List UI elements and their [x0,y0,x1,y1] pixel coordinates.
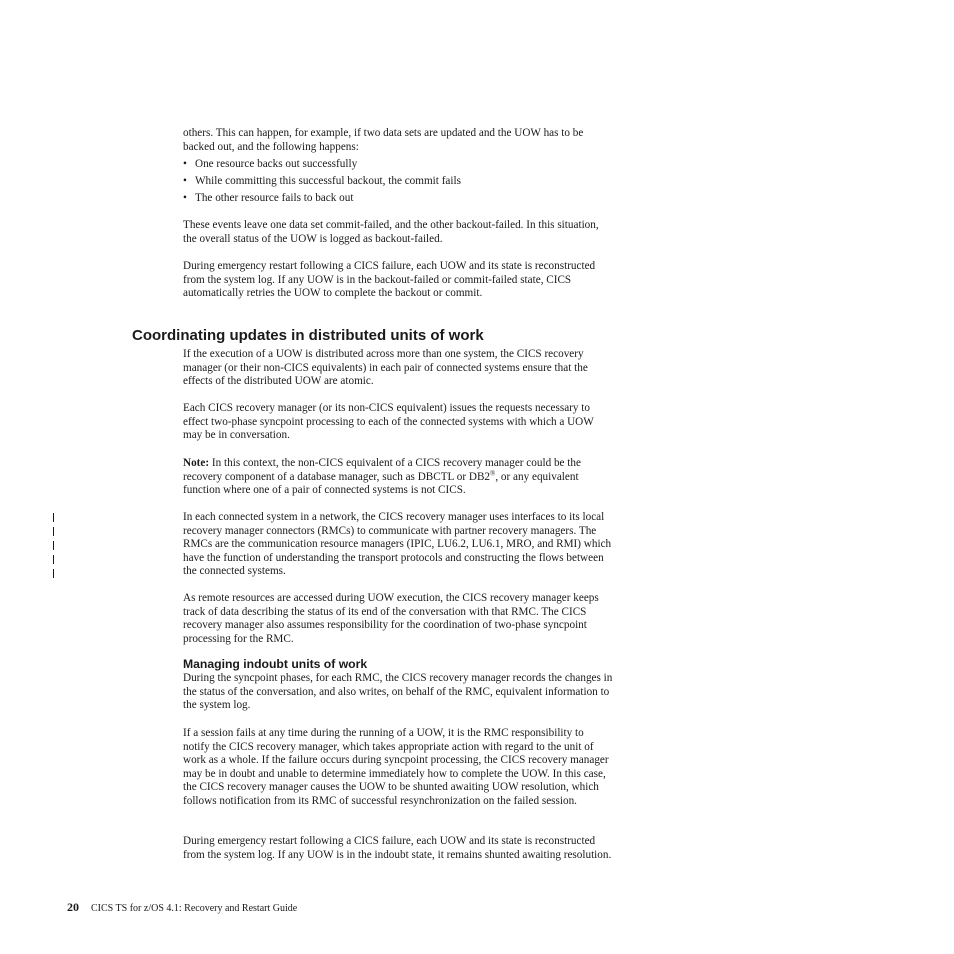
bullet-icon: • [183,158,187,170]
note-text-b: , or any equivalent function where one of a pair of connected systems is not CICS. [183,470,579,497]
subsection-paragraph-3: During emergency restart following a CICS failure, each UOW and its state is reconstructed from the system log. If any UOW is in the indoubt state, it remains shunted awaiting resolution. [183,835,612,861]
change-bar [53,513,54,522]
change-bar [53,541,54,550]
subsection-paragraph-1: During the syncpoint phases, for each RMC, the CICS recovery manager records the changes in the status of the conversation, and also writes, on behalf of the RMC, equivalent information to the system log. [183,672,613,712]
note-text-a: In this context, the non-CICS equivalent of a CICS recovery manager could be the recovery component of a database manager, such as DBCTL or DB2 [183,457,581,483]
subsection-paragraph-2: If a session fails at any time during the running of a UOW, it is the RMC responsibility to notify the CICS recovery manager, which takes appropriate action with regard to the unit of work as a whole. If the failure occurs during syncpoint processing, the CICS recovery manager may be in doubt and unable to determine immediately how to complete the UOW. In this case, the CICS recovery manager causes the UOW to be shunted awaiting UOW resolution, which follows notification from its RMC of successful resynchronization on the failed session. [183,727,609,807]
page-footer [67,901,297,915]
bullet-icon: • [183,192,187,204]
list-item-text: While committing this successful backout, the commit fails [195,175,461,187]
page-number: 20 [67,900,79,914]
change-bar [53,555,54,564]
section-paragraph-3: In each connected system in a network, the CICS recovery manager uses interfaces to its local recovery manager connectors (RMCs) to communicate with partner recovery managers. The RMCs are the communication resource managers (IPIC, LU6.2, LU6.1, MRO, and RMI) which have the function of understanding the transport protocols and constructing the flows between the connected systems. [183,511,612,578]
bullet-icon: • [183,175,187,187]
intro-paragraph: others. This can happen, for example, if two data sets are updated and the UOW has to be backed out, and the following happens: [183,127,584,153]
footer-title: CICS TS for z/OS 4.1: Recovery and Restart Guide [91,903,298,914]
note-paragraph [183,457,613,498]
registered-mark: ® [490,468,496,477]
section-paragraph-1: If the execution of a UOW is distributed across more than one system, the CICS recovery manager (or their non-CICS equivalents) in each pair of connected systems ensure that the effects of the distributed UOW are atomic. [183,348,588,388]
section-paragraph-4: As remote resources are accessed during UOW execution, the CICS recovery manager keeps track of data describing the status of its end of the conversation with that RMC. The CICS recovery manager also assumes responsibility for the coordination of two-phase syncpoint processing for the RMC. [183,592,599,645]
change-bar [53,569,54,578]
list-item-text: The other resource fails to back out [195,192,354,204]
note-label: Note: [183,457,210,469]
section-heading: Coordinating updates in distributed units of work [132,327,484,344]
intro-paragraph-3: During emergency restart following a CICS failure, each UOW and its state is reconstructed from the system log. If any UOW is in the backout-failed or commit-failed state, CICS automatically retries the UOW to complete the backout or commit. [183,260,596,300]
change-bar [53,527,54,536]
subsection-heading: Managing indoubt units of work [183,657,368,671]
list-item-text: One resource backs out successfully [195,158,358,170]
intro-paragraph-2: These events leave one data set commit-failed, and the other backout-failed. In this situation, the overall status of the UOW is logged as backout-failed. [183,219,599,245]
section-paragraph-2: Each CICS recovery manager (or its non-CICS equivalent) issues the requests necessary to effect two-phase syncpoint processing to each of the connected systems with which a UOW may be in conversation. [183,402,594,442]
